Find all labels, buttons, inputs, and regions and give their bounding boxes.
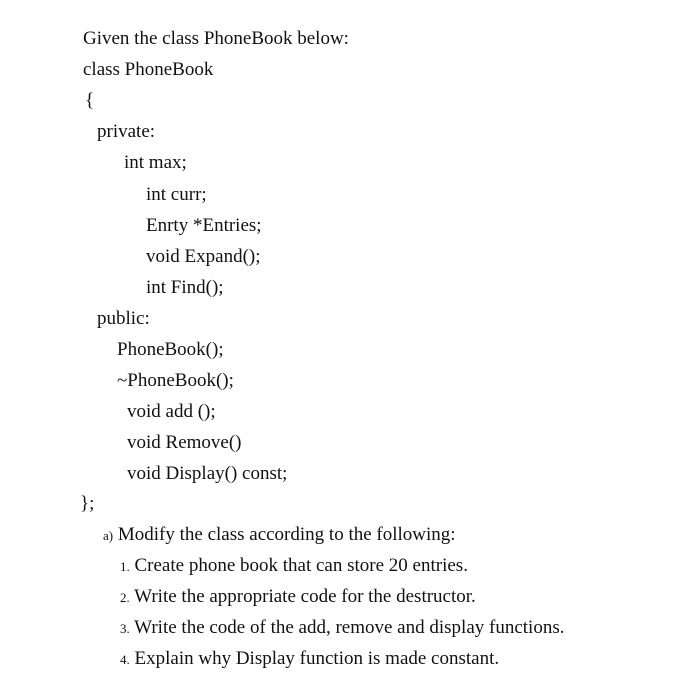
list-item-number: 2. (120, 590, 130, 605)
question-text: Modify the class according to the following: (117, 524, 456, 545)
public-label: public: (97, 308, 150, 329)
list-item (120, 554, 468, 579)
list-item-number: 1. (120, 559, 130, 574)
list-item-text: Explain why Display function is made constant. (134, 648, 500, 669)
private-member: int curr; (146, 184, 207, 205)
private-member: void Expand(); (146, 246, 261, 267)
list-item-text: Write the appropriate code for the destructor. (134, 586, 476, 607)
private-member: int Find(); (146, 277, 224, 298)
class-declaration: class PhoneBook (83, 59, 214, 80)
list-item-text: Create phone book that can store 20 entries. (134, 555, 468, 576)
list-item (120, 616, 564, 641)
public-member: void Display() const; (127, 463, 288, 484)
list-item (120, 585, 476, 610)
private-member: int max; (124, 152, 187, 173)
question-marker: a) (103, 528, 114, 543)
private-label: private: (97, 121, 156, 142)
public-member: void add (); (127, 401, 216, 422)
public-member: PhoneBook(); (117, 339, 224, 360)
list-item (120, 647, 499, 672)
public-member: void Remove() (127, 432, 242, 453)
list-item-number: 3. (120, 621, 130, 636)
intro-text: Given the class PhoneBook below: (83, 28, 349, 49)
public-member: ~PhoneBook(); (117, 370, 234, 391)
private-member: Enrty *Entries; (146, 215, 262, 236)
question-heading (103, 523, 456, 548)
list-item-text: Write the code of the add, remove and display functions. (134, 617, 565, 638)
list-item-number: 4. (120, 652, 130, 667)
open-brace: { (85, 90, 95, 111)
close-brace: }; (80, 493, 95, 514)
